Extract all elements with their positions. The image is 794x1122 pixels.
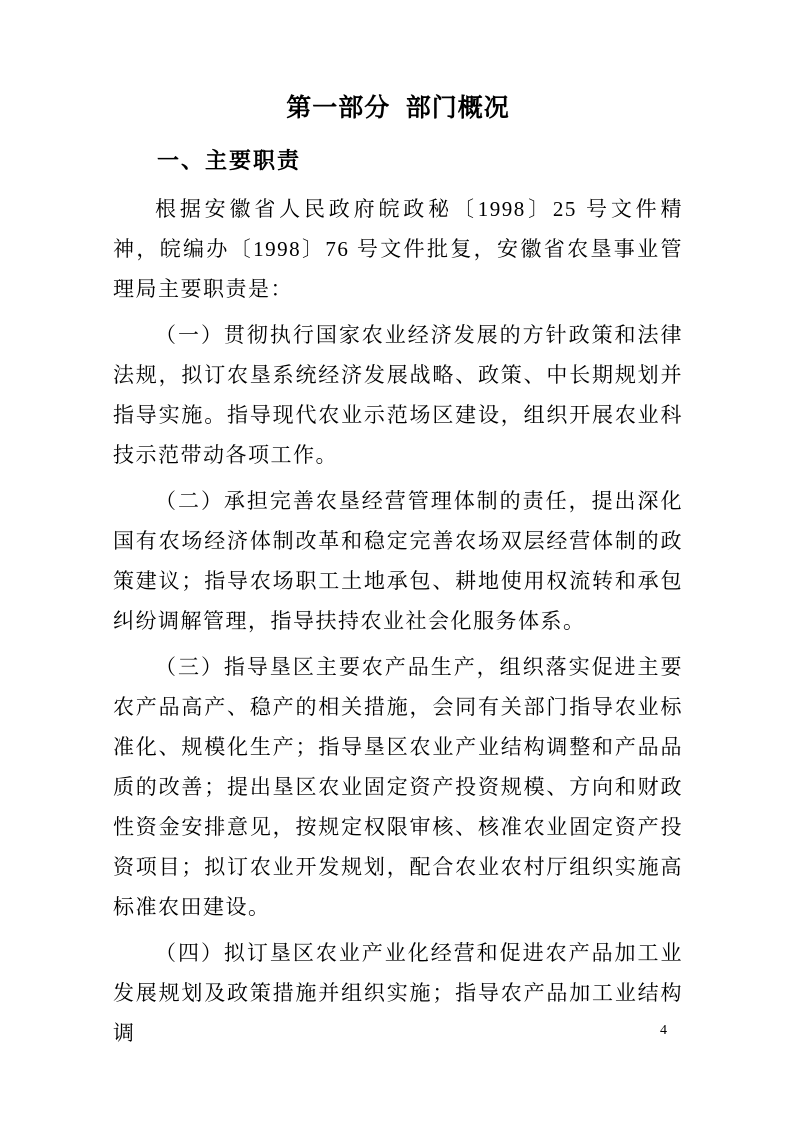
- page-number: 4: [660, 1023, 667, 1038]
- body-paragraph-intro: 根据安徽省人民政府皖政秘〔1998〕25 号文件精神，皖编办〔1998〕76 号文件批复，安徽省农垦事业管理局主要职责是：: [113, 197, 683, 301]
- body-paragraph-item-4: （四）拟订垦区农业产业化经营和促进农产品加工业发展规划及政策措施并组织实施；指导农产品加工业结构调: [113, 941, 683, 1045]
- body-paragraph-item-2: （二）承担完善农垦经营管理体制的责任，提出深化国有农场经济体制改革和稳定完善农场双层经营体制的政策建议；指导农场职工土地承包、耕地使用权流转和承包纠纷调解管理，指导扶持农业社会化服务体系。: [113, 489, 683, 633]
- document-content: [113, 93, 683, 1059]
- document-title: 第一部分 部门概况: [286, 94, 510, 122]
- section-heading: 一、主要职责: [157, 148, 302, 173]
- body-paragraph-item-1: （一）贯彻执行国家农业经济发展的方针政策和法律法规，拟订农垦系统经济发展战略、政策、中长期规划并指导实施。指导现代农业示范场区建设，组织开展农业科技示范带动各项工作。: [113, 323, 683, 467]
- body-paragraph-item-3: （三）指导垦区主要农产品生产，组织落实促进主要农产品高产、稳产的相关措施，会同有关部门指导农业标准化、规模化生产；指导垦区农业产业结构调整和产品品质的改善；提出垦区农业固定资产投资规模、方向和财政性资金安排意见，按规定权限审核、核准农业固定资产投资项目；拟订农业开发规划，配合农业农村厅组织实施高标准农田建设。: [113, 655, 683, 919]
